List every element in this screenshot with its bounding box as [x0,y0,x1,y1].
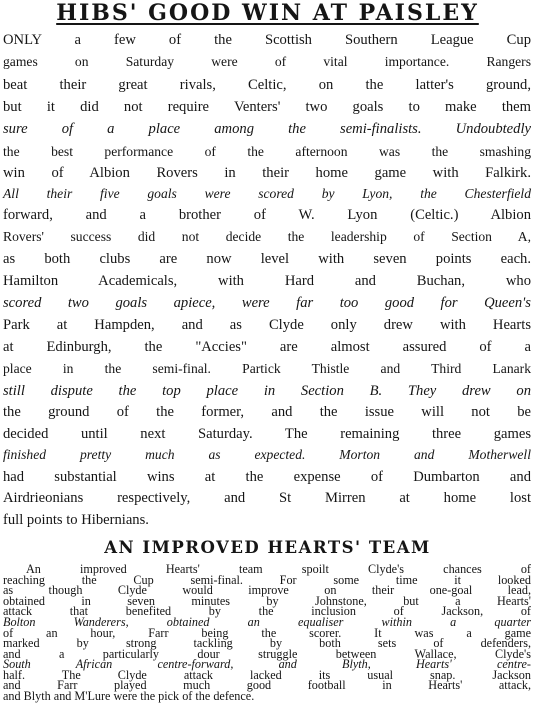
body-line: obtained in seven minutes by Johnstone, but a Hearts' [3,594,531,608]
body-line: and Farr played much good football in Hearts' attack, [3,678,531,692]
body-line: but it did not require Venters' two goals to make them [3,99,531,115]
body-line: and a particularly dour struggle between Wallace, Clyde's [3,647,531,661]
body-line: games on Saturday were of vital importance. Rangers [3,54,531,69]
body-line: marked by strong tackling by both sets of defenders, [3,636,531,650]
body-line: ONLY a few of the Scottish Southern League Cup [3,32,531,48]
body-line: reaching the Cup semi-final. For some time it looked [3,573,531,587]
body-line: win of Albion Rovers in their home game with Falkirk. [3,165,531,181]
body-line: Bolton Wanderers, obtained an equaliser within a quarter [3,615,531,629]
body-line: full points to Hibernians. [3,512,149,528]
body-line: sure of a place among the semi-finalists. Undoubtedly [3,121,531,137]
body-line: had substantial wins at the expense of Dumbarton and [3,469,531,485]
body-line: attack that benefited by the inclusion of Jackson, of [3,604,531,618]
body-line: as both clubs are now level with seven points each. [3,251,531,267]
subheadline: AN IMPROVED HEARTS' TEAM [104,538,431,557]
body-line: finished pretty much as expected. Morton and Motherwell [3,447,531,462]
body-line: decided until next Saturday. The remaining three games [3,426,531,442]
body-line: South African centre-forward, and Blyth, Hearts' centre- [3,657,531,671]
body-line: All their five goals were scored by Lyon, the Chesterfield [3,186,531,201]
body-line: the ground of the former, and the issue will not be [3,404,531,420]
body-line: Park at Hampden, and as Clyde only drew with Hearts [3,317,531,333]
body-line: and Blyth and M'Lure were the pick of the defence. [3,689,255,703]
body-line: beat their great rivals, Celtic, on the latter's ground, [3,77,531,93]
body-line: half. The Clyde attack lacked its usual snap. Jackson [3,668,531,682]
body-line: as though Clyde would improve on their one-goal lead, [3,583,531,597]
body-line: at Edinburgh, the "Accies" are almost assured of a [3,339,531,355]
body-line: Rovers' success did not decide the leadership of Section A, [3,229,531,244]
body-line: Hamilton Academicals, with Hard and Buchan, who [3,273,531,289]
body-line: Airdrieonians respectively, and St Mirren at home lost [3,490,531,506]
body-line: of an hour, Farr being the scorer. It was a game [3,626,531,640]
body-line: the best performance of the afternoon was the smashing [3,144,531,159]
body-line: still dispute the top place in Section B. They drew on [3,383,531,399]
body-line: scored two goals apiece, were far too good for Queen's [3,295,531,311]
headline: HIBS' GOOD WIN AT PAISLEY [56,0,479,26]
body-line: An improved Hearts' team spoilt Clyde's chances of [26,562,531,576]
body-line: forward, and a brother of W. Lyon (Celtic.) Albion [3,207,531,223]
body-line: place in the semi-final. Partick Thistle and Third Lanark [3,361,531,376]
